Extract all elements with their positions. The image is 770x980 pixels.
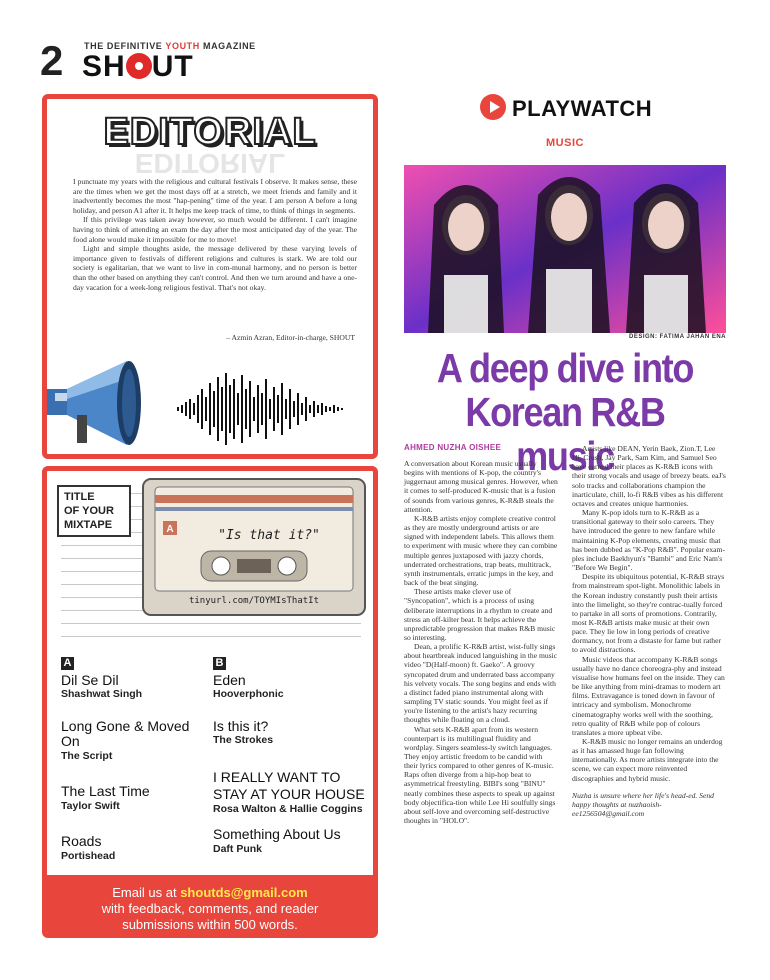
cassette-tape-graphic xyxy=(141,477,367,617)
article-paragraph: K-R&B artists enjoy complete creative control as they are mostly underground artists or are signed with independent labels. This allows them to experiment with music where they can combine multiple genres juxtaposed with jazzy chords, underrated orchestrations, trap beats, multitrack, synth instrumentals, erratic jumps in the key, and back of the beat singing. xyxy=(404,513,558,588)
track-artist: Rosa Walton & Hallie Coggins xyxy=(213,802,363,815)
side-b-list xyxy=(213,653,375,855)
article-paragraph: Music videos that accompany K-R&B songs usually have no dance choreogra-phy and instead visualise how humans feel on the inside. They can be like anything from mini-dramas to modern art films. Extravagance is toned down in favour of intricacy and symbolism. Monochrome cinematography works well with the soothing, retro quality of R&B while pop of colours translates a more upbeat vibe. xyxy=(572,654,725,737)
logo-record-icon xyxy=(126,53,152,79)
mixtape-label-line: TITLE xyxy=(64,491,95,503)
track-title: I REALLY WANT TO STAY AT YOUR HOUSE xyxy=(213,768,365,802)
three-singers-image xyxy=(404,165,726,333)
track-artist: Shashwat Singh xyxy=(61,688,143,701)
logo-part-b: UT xyxy=(151,50,194,83)
article-photo xyxy=(404,165,726,333)
editorial-paragraph: I punctuate my years with the religious and cultural festivals I observe. It makes sense, these are the times when we get the most days off at a stretch, we meet friends and family and it inadvertently becomes the most "hap-pening" time of the year. I am person A before a long holiday, and person A1 after it. It helps me keep track of time, to think of things in segments. xyxy=(73,177,357,215)
track-artist: Portishead xyxy=(61,849,116,862)
editorial-title-reflection: EDITORIAL xyxy=(134,148,286,179)
track-title: Roads xyxy=(61,833,102,850)
article-paragraph: These artists make clever use of "Syncopation", which is a process of using deliberate interruptions in a rhythm to create and stress an off-kilter beat. It helps achieve the unpredictable progression that makes R&B music so interesting. xyxy=(404,587,556,642)
photo-credit: DESIGN: FATIMA JAHAN ENA xyxy=(628,334,726,340)
track-title: Dil Se Dil xyxy=(61,672,119,688)
footer-line-1 xyxy=(47,885,373,901)
track-b2 xyxy=(213,719,375,747)
side-a-list xyxy=(61,653,209,862)
mixtape-box xyxy=(42,466,378,938)
article-paragraph: Many K-pop idols turn to K-R&B as a transitional gateway to their solo careers. They have introduced the genre to new fanfare while maintaining K-Pop elements, creating music that has been dubbed as "K-Pop R&B". Popular exam-ples include Baekhyun's "Bambi" and Eric Nam's "Before We Begin". xyxy=(572,508,725,573)
mixtape-footer xyxy=(47,875,373,938)
side-a-label: A xyxy=(61,657,74,670)
author-bio: Nuzha is unsure where her life's head-ed. Send happy thoughts at nuzhaoish-ee1256504@gmail.com xyxy=(572,790,714,819)
megaphone-icon xyxy=(47,349,177,459)
mixtape-label xyxy=(57,485,131,537)
editorial-signature: – Azmin Azran, Editor-in-charge, SHOUT xyxy=(226,333,355,342)
track-title: Eden xyxy=(213,672,246,688)
track-artist: The Strokes xyxy=(213,734,274,747)
editorial-title: EDITORIAL xyxy=(103,111,317,153)
track-artist: Taylor Swift xyxy=(61,799,120,812)
playwatch-logo: PLAYWATCH xyxy=(512,96,653,121)
article-paragraph: A conversation about Korean music usually begins with mentions of K-pop, the country's juggernaut among musical genres. However, when it comes to self-produced K-music that is a fusion of sounds from various genres, K-R&B steals the attention. xyxy=(404,459,558,514)
footer-email-link[interactable]: shoutds@gmail.com xyxy=(180,885,308,900)
footer-pre: Email us at xyxy=(112,885,177,900)
editorial-paragraph: If this privilege was taken away however, so much would be different. I can't imagine having to think of attending an exam the day after the most anticipated day of the year. The food alone would make it impossible for me to move! xyxy=(73,215,357,244)
article-paragraph: What sets K-R&B apart from its western counterpart is its multilingual fluidity and wordplay. Singers seamless-ly switch languages. They enjoy artistic freedom to be candid with their lyrics compared to other genres of K-music. Raps often diverge from a hip-hop beat to asymmetrical freestyling. BIBI's song "BINU" neatly combines these aspects to speak up against body objectifica-tion while Lee Hi soulfully sings about self-love and overcoming self-destructive thoughts in "HOLO". xyxy=(404,724,556,826)
article-paragraph: K-R&B music no longer remains an underdog as it has amassed huge fan following internationally. As more artists integrate into the scene, we can expect more reinvented discographies and hybrid music. xyxy=(572,737,723,783)
track-b4 xyxy=(213,827,375,855)
headline-line-1: A deep dive into xyxy=(436,345,694,391)
side-b-label: B xyxy=(213,657,226,670)
editorial-box xyxy=(42,94,378,459)
track-artist: Hooverphonic xyxy=(213,688,284,701)
page-number: 2 xyxy=(40,37,64,84)
shout-logo xyxy=(82,52,194,82)
track-artist: The Script xyxy=(61,749,113,762)
track-title: Long Gone & Moved On xyxy=(61,717,190,750)
footer-line-2: with feedback, comments, and reader xyxy=(101,901,319,916)
cassette-title: "Is that it?" xyxy=(218,528,320,543)
tagline-highlight: YOUTH xyxy=(165,41,200,51)
track-artist: Daft Punk xyxy=(213,842,263,855)
article-column-1 xyxy=(404,459,558,825)
cassette-side-letter: A xyxy=(166,524,174,535)
track-a1 xyxy=(61,673,209,701)
mixtape-label-line: OF YOUR xyxy=(64,505,114,517)
article-byline: AHMED NUZHA OISHEE xyxy=(404,443,502,452)
soundwave-graphic xyxy=(177,369,377,449)
article-paragraph: Dean, a prolific K-R&B artist, wist-fully sings about heartbreak induced languishing in the music video "D(Half-moon) ft. Gaeko". A groovy syncopated drum and underrated bass accompany his velvety vocals. The song begins and ends with a distinct faded piano instrumental along with sampling TV static sounds. You might feel as if you're listening to the artist's hazy recurring thoughts while floating on a cloud. xyxy=(404,642,558,725)
track-title: Something About Us xyxy=(213,826,341,843)
footer-line-3: submissions within 500 words. xyxy=(122,917,298,932)
section-label: MUSIC xyxy=(546,137,584,149)
mixtape-label-line: MIXTAPE xyxy=(64,519,113,531)
track-a2 xyxy=(61,719,209,762)
tagline-post: MAGAZINE xyxy=(202,41,256,51)
track-b1 xyxy=(213,673,375,701)
headline-line-2: Korean R&B music xyxy=(465,389,665,479)
editorial-paragraph: Light and simple thoughts aside, the message delivered by these varying levels of importance given to festivals of different religions and cultures is stark. We are told our society is egalitarian, that we want to live in com-munal harmony, and no person is better than the other based on anything they can't control. And then we turn around and have a one-day vacation for a week-long religious festival. That's not okay. xyxy=(73,244,357,292)
track-b3 xyxy=(213,769,375,815)
logo-part-a: SH xyxy=(82,50,126,83)
article-column-2 xyxy=(572,444,726,818)
cassette-url: tinyurl.com/TOYMIsThatIt xyxy=(188,596,320,606)
track-a4 xyxy=(61,834,209,862)
editorial-body xyxy=(73,177,357,292)
article-paragraph: Artists like DEAN, Yerin Baek, Zion.T, Lee Hi, Crush, Jay Park, Sam Kim, and Samuel Seo have earned their places as K-R&B icons with their strong vocals and usage of breezy beats. eaJ's solo tracks and collaborations champion the inarticulate, chill, lo-fi R&B vibes as his different octaves and creates unique harmonies. xyxy=(572,444,726,508)
track-title: The Last Time xyxy=(61,783,150,800)
play-icon xyxy=(480,94,506,120)
article-paragraph: Despite its ubiquitous potential, K-R&B strays from mainstream spot-light. Monolithic labels in the Korean industry constantly push their artists into the limelight, so they're contrac-tually forced to partake in all sorts of promotions. Contrarily, most K-R&B artists make music at their own pace. They lie low in long periods of creative dormancy, not from a distaste for fame but rather to avoid distractions. xyxy=(572,572,725,655)
tagline-pre: THE DEFINITIVE xyxy=(84,41,163,51)
track-title: Is this it? xyxy=(213,717,269,734)
track-a3 xyxy=(61,784,209,812)
